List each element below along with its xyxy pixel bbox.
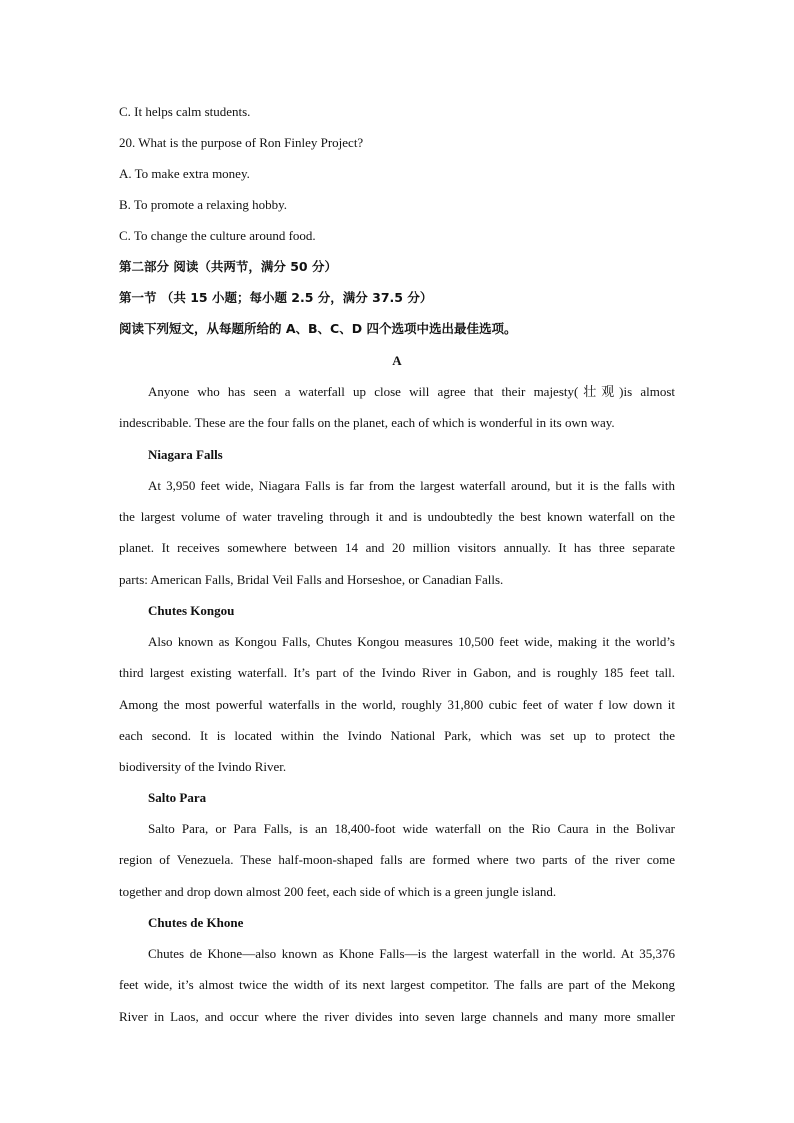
subsection-title: 第一节 （共 15 小题；每小题 2.5 分，满分 37.5 分） xyxy=(119,290,433,305)
part-title: 第二部分 阅读（共两节，满分 50 分） xyxy=(119,259,337,274)
paragraph-line: each second. It is located within the Ivindo National Park, which was set up to protect the xyxy=(119,728,675,743)
section-heading: Niagara Falls xyxy=(148,447,223,462)
q20-option-b: B. To promote a relaxing hobby. xyxy=(119,197,288,212)
instructions: 阅读下列短文，从每题所给的 A、B、C、D 四个选项中选出最佳选项。 xyxy=(119,321,517,336)
section-heading: Salto Para xyxy=(148,790,207,805)
paragraph-line: Chutes de Khone—also known as Khone Falls—is the largest waterfall in the world. At 35,376 xyxy=(148,946,675,961)
paragraph-line: parts: American Falls, Bridal Veil Falls and Horseshoe, or Canadian Falls. xyxy=(119,572,504,587)
paragraph-line: the largest volume of water traveling through it and is undoubtedly the best known waterfall on the xyxy=(119,509,675,524)
paragraph-line: Also known as Kongou Falls, Chutes Kongou measures 10,500 feet wide, making it the world’s xyxy=(148,634,675,649)
paragraph-line: together and drop down almost 200 feet, each side of which is a green jungle island. xyxy=(119,884,557,899)
paragraph-line: feet wide, it’s almost twice the width of its next largest competitor. The falls are part of the Mekong xyxy=(119,977,675,992)
intro-line: indescribable. These are the four falls on the planet, each of which is wonderful in its own way. xyxy=(119,415,615,430)
section-heading: Chutes Kongou xyxy=(148,603,235,618)
section-heading: Chutes de Khone xyxy=(148,915,244,930)
paragraph-line: region of Venezuela. These half-moon-shaped falls are formed where two parts of the river come xyxy=(119,852,675,867)
q19-option-c: C. It helps calm students. xyxy=(119,104,251,119)
paragraph-line: planet. It receives somewhere between 14 and 20 million visitors annually. It has three separate xyxy=(119,540,675,555)
paragraph-line: biodiversity of the Ivindo River. xyxy=(119,759,287,774)
q20-option-c: C. To change the culture around food. xyxy=(119,228,316,243)
paragraph-line: third largest existing waterfall. It’s part of the Ivindo River in Gabon, and is roughly 185 feet tall. xyxy=(119,665,675,680)
q20-option-a: A. To make extra money. xyxy=(119,166,250,181)
q20-stem: 20. What is the purpose of Ron Finley Project? xyxy=(119,135,364,150)
passage-label: A xyxy=(392,353,402,368)
paragraph-line: Among the most powerful waterfalls in the world, roughly 31,800 cubic feet of water f low down it xyxy=(119,697,675,712)
paragraph-line: River in Laos, and occur where the river divides into seven large channels and many more smaller xyxy=(119,1009,675,1024)
intro-line: Anyone who has seen a waterfall up close will agree that their majesty(壮观)is almost xyxy=(148,384,675,399)
paragraph-line: At 3,950 feet wide, Niagara Falls is far from the largest waterfall around, but it is the falls with xyxy=(148,478,675,493)
paragraph-line: Salto Para, or Para Falls, is an 18,400-foot wide waterfall on the Rio Caura in the Bolivar xyxy=(148,821,675,836)
